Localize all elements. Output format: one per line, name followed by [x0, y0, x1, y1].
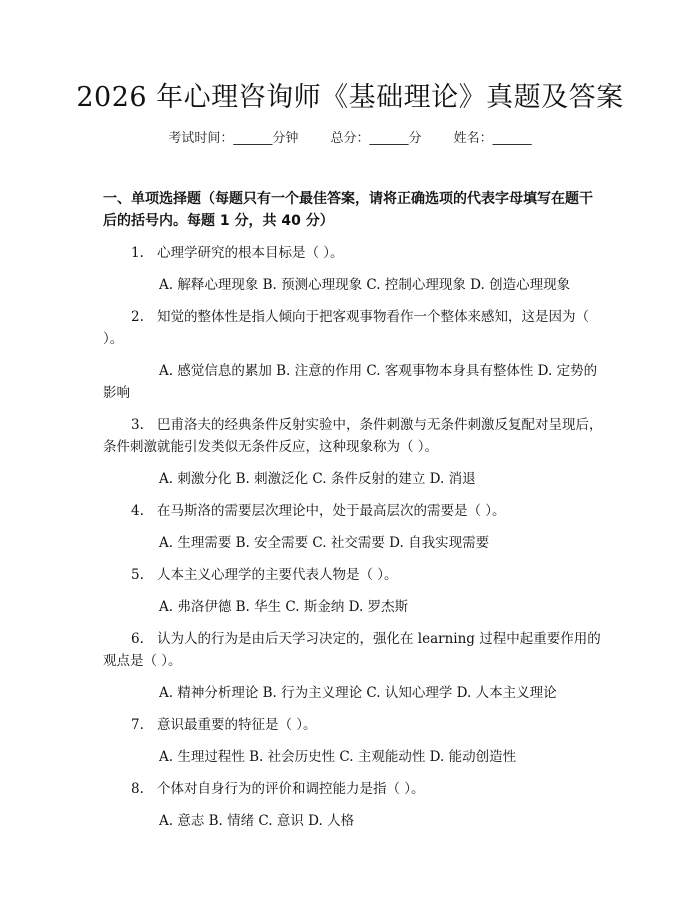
- question-list: [103, 242, 603, 842]
- question-item: [103, 414, 603, 490]
- question-item: [103, 714, 603, 768]
- question-stem: [103, 714, 603, 736]
- question-options: A. 刺激分化 B. 刺激泛化 C. 条件反射的建立 D. 消退: [159, 471, 476, 487]
- question-item: [103, 628, 603, 704]
- question-options: A. 精神分析理论 B. 行为主义理论 C. 认知心理学 D. 人本主义理论: [159, 685, 557, 701]
- question-stem: [103, 778, 603, 800]
- student-name-field: 姓名：______: [453, 131, 532, 146]
- question-options: A. 生理需要 B. 安全需要 C. 社交需要 D. 自我实现需要: [159, 535, 490, 551]
- question-text: 巴甫洛夫的经典条件反射实验中，条件刺激与无条件刺激反复配对呈现后，条件刺激就能引发类似无条件反应，这种现象称为（ ）。: [103, 417, 603, 455]
- question-item: [103, 778, 603, 832]
- question-item: [103, 242, 603, 296]
- question-stem: [103, 628, 603, 672]
- question-text: 个体对自身行为的评价和调控能力是指（ ）。: [157, 781, 425, 797]
- question-number: 4.: [131, 503, 144, 519]
- question-number: 7.: [131, 717, 144, 733]
- question-item: [103, 306, 603, 404]
- question-options: A. 生理过程性 B. 社会历史性 C. 主观能动性 D. 能动创造性: [159, 749, 517, 765]
- question-stem: [103, 564, 603, 586]
- question-options: A. 解释心理现象 B. 预测心理现象 C. 控制心理现象 D. 创造心理现象: [159, 277, 571, 293]
- question-text: 知觉的整体性是指人倾向于把客观事物看作一个整体来感知，这是因为（ ）。: [103, 309, 589, 347]
- question-stem: [103, 500, 603, 522]
- question-text: 认为人的行为是由后天学习决定的，强化在 learning 过程中起重要作用的观点是（ ）。: [103, 631, 601, 669]
- question-number: 6.: [131, 631, 144, 647]
- question-number: 1.: [131, 245, 144, 261]
- question-number: 2.: [131, 309, 144, 325]
- question-number: 8.: [131, 781, 144, 797]
- question-stem: [103, 414, 603, 458]
- question-text: 在马斯洛的需要层次理论中，处于最高层次的需要是（ ）。: [157, 503, 506, 519]
- question-text: 心理学研究的根本目标是（ ）。: [157, 245, 344, 261]
- question-text: 人本主义心理学的主要代表人物是（ ）。: [157, 567, 398, 583]
- question-text: 意识最重要的特征是（ ）。: [157, 717, 317, 733]
- document-title: 2026 年心理咨询师《基础理论》真题及答案: [76, 82, 624, 113]
- question-stem: [103, 306, 603, 350]
- total-score-field: 总分：______分: [330, 131, 422, 146]
- question-number: 3.: [131, 417, 144, 433]
- exam-time-field: 考试时间：______分钟: [168, 131, 299, 146]
- question-number: 5.: [131, 567, 144, 583]
- question-stem: [103, 242, 603, 264]
- question-options: A. 感觉信息的累加 B. 注意的作用 C. 客观事物本身具有整体性 D. 定势的影响: [103, 363, 598, 401]
- exam-meta: [0, 128, 700, 150]
- question-options: A. 弗洛伊德 B. 华生 C. 斯金纳 D. 罗杰斯: [159, 599, 409, 615]
- question-item: [103, 564, 603, 618]
- section-heading: 一、单项选择题（每题只有一个最佳答案，请将正确选项的代表字母填写在题干后的括号内。每题 1 分，共 40 分）: [103, 191, 593, 229]
- question-options: A. 意志 B. 情绪 C. 意识 D. 人格: [159, 813, 355, 829]
- question-item: [103, 500, 603, 554]
